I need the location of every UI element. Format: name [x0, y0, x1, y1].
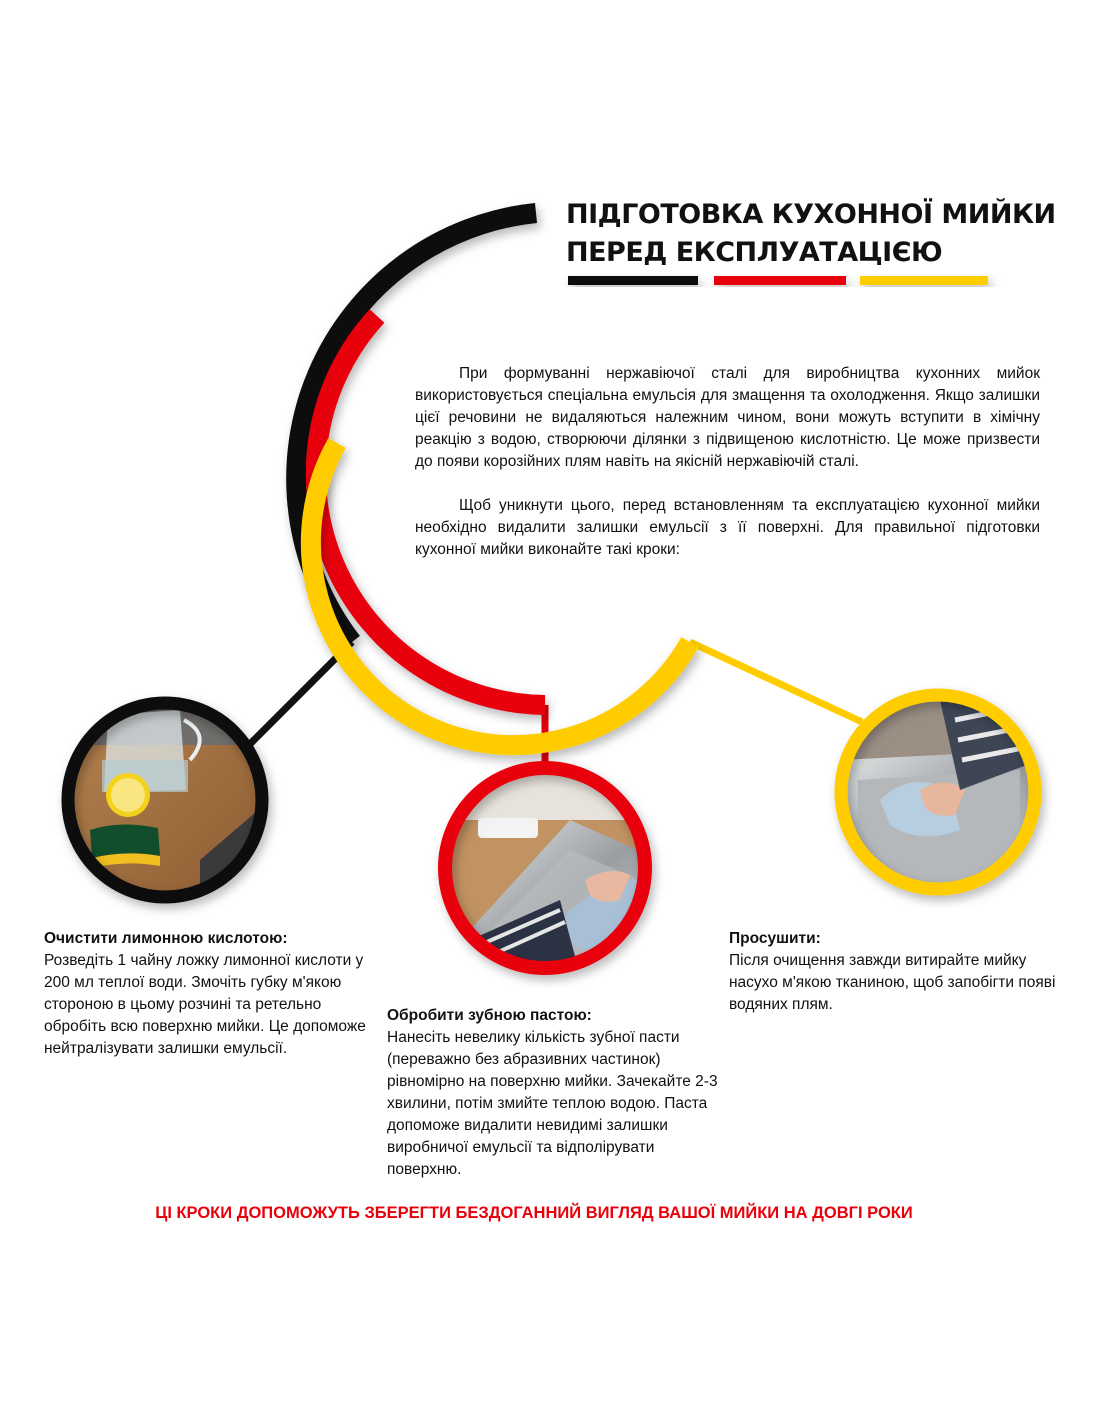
- photo-lemon-sponge: [60, 700, 270, 910]
- step-citric-acid: [44, 928, 374, 1060]
- title-line-1: ПІДГОТОВКА КУХОННОЇ МИЙКИ: [566, 199, 1056, 230]
- step-toothpaste: [387, 1005, 727, 1181]
- intro-paragraph-1: При формуванні нержавіючої сталі для виробництва кухонних мийок використовується спеціальна емульсія для змащення та охолодження. Якщо залишки цієї речовини не видаляються належним чином, вони можуть вступити в хімічну реакцію з водою, створюючи ділянки з підвищеною кислотністю. Це може призвести до появи корозійних плям навіть на якісній нержавіючій сталі.: [415, 365, 1040, 470]
- intro-paragraph-2: Щоб уникнути цього, перед встановленням та експлуатацією кухонної мийки необхідно видалити залишки емульсії з її поверхні. Для правильної підготовки кухонної мийки виконайте такі кроки:: [415, 497, 1040, 558]
- photo-drying: [835, 690, 1045, 900]
- intro-text: [415, 363, 1040, 583]
- title-bar-yellow: [860, 276, 988, 285]
- title-bar-red: [714, 276, 846, 285]
- step-text: Розведіть 1 чайну ложку лимонної кислоти у 200 мл теплої води. Змочіть губку м'якою стороною в цьому розчині та ретельно обробіть всю поверхню мийки. Це допоможе нейтралізувати залишки емульсії.: [44, 952, 366, 1057]
- step-heading: Обробити зубною пастою:: [387, 1007, 592, 1024]
- connector-yellow: [690, 642, 862, 722]
- step-heading: Просушити:: [729, 930, 821, 947]
- step-text: Нанесіть невелику кількість зубної пасти (переважно без абразивних частинок) рівномірно на поверхню мийки. Зачекайте 2-3 хвилини, потім змийте теплою водою. Паста допоможе видалити невидимі залишки виробничої емульсії та відполірувати поверхню.: [387, 1029, 718, 1178]
- title-bar-black: [568, 276, 698, 285]
- title-line-2: ПЕРЕД ЕКСПЛУАТАЦІЄЮ: [566, 237, 943, 268]
- footer-slogan: ЦІ КРОКИ ДОПОМОЖУТЬ ЗБЕРЕГТИ БЕЗДОГАННИЙ ВИГЛЯД ВАШОЇ МИЙКИ НА ДОВГІ РОКИ: [155, 1204, 913, 1222]
- page-title: [566, 196, 1086, 272]
- step-heading: Очистити лимонною кислотою:: [44, 930, 288, 947]
- photo-toothpaste: [440, 765, 660, 980]
- step-dry: [729, 928, 1069, 1016]
- step-text: Після очищення завжди витирайте мийку насухо м'якою тканиною, щоб запобігти появі водяних плям.: [729, 952, 1056, 1013]
